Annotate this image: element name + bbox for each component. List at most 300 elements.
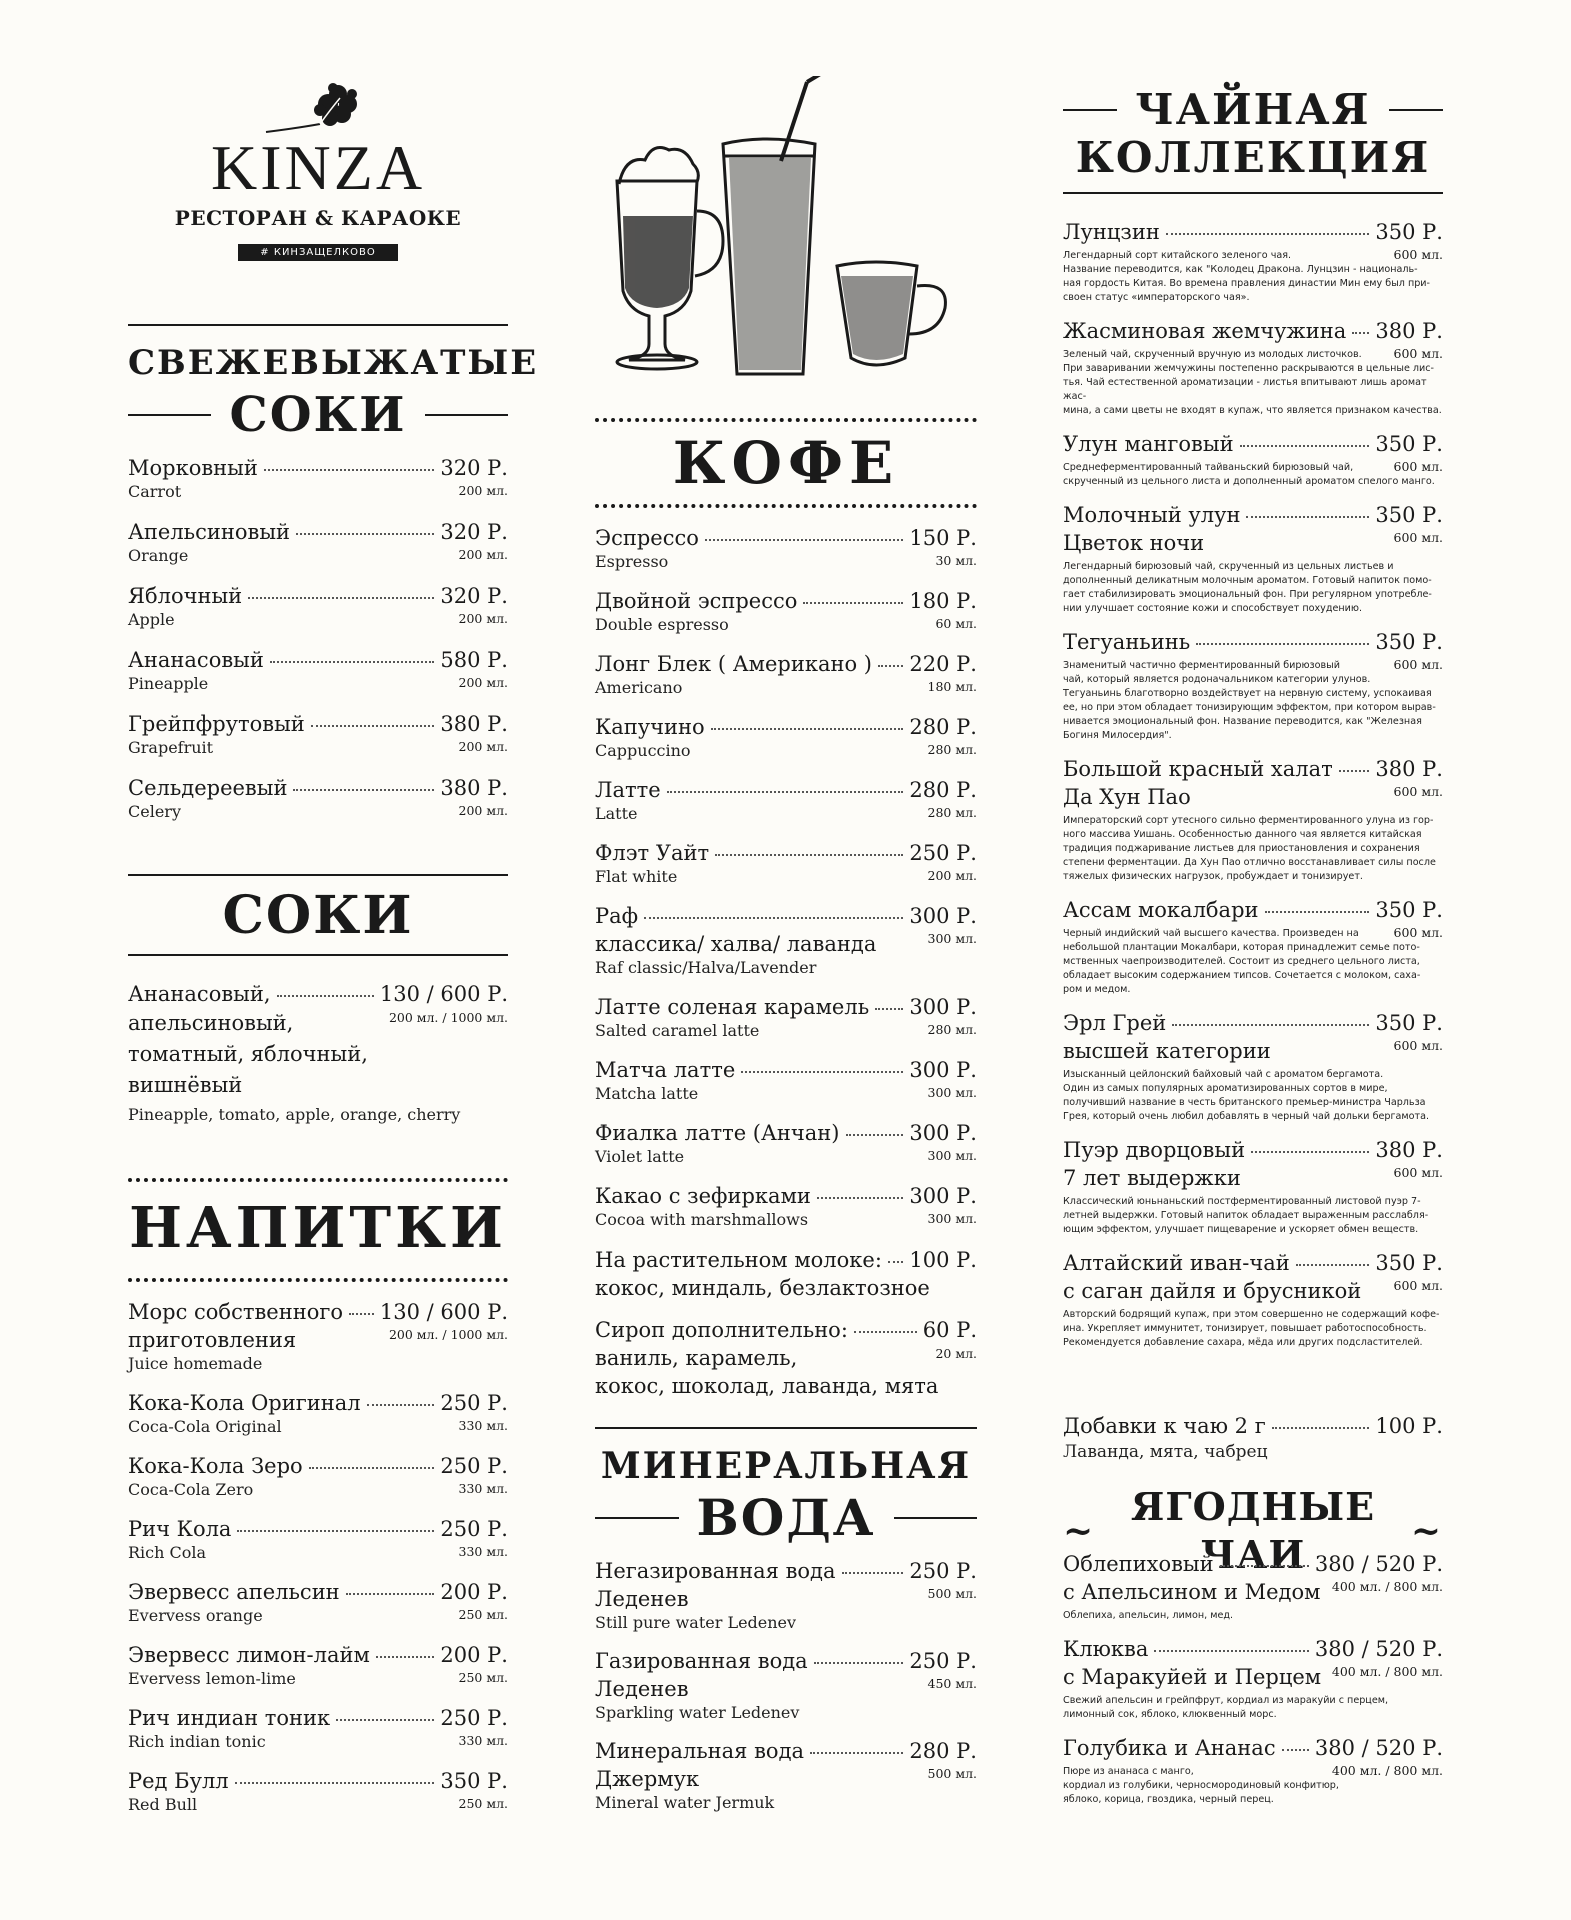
- dot-leader: [810, 1752, 903, 1754]
- menu-item: [128, 1389, 508, 1437]
- item-name-cont: кокос, миндаль, безлактозное: [595, 1276, 930, 1300]
- menu-item: [1063, 1635, 1443, 1722]
- item-price: 350 Р.: [1375, 220, 1443, 244]
- item-price: 300 Р.: [909, 1121, 977, 1145]
- item-row: [595, 993, 977, 1021]
- dot-leader: [1265, 911, 1370, 913]
- dot-leader: [264, 469, 435, 471]
- item-row: [1063, 501, 1443, 529]
- item-volume: 200 мл.: [458, 611, 508, 626]
- item-english: Red Bull: [128, 1795, 198, 1814]
- item-row: [128, 1452, 508, 1480]
- item-name: Ананасовый,: [128, 982, 271, 1006]
- dot-leader: [705, 539, 904, 541]
- item-name: Кока-Кола Зеро: [128, 1454, 303, 1478]
- item-english: Rich Cola: [128, 1543, 207, 1562]
- item-volume: 330 мл.: [458, 1733, 508, 1748]
- item-row: [128, 1578, 508, 1606]
- tilde-right: ~: [1410, 1510, 1443, 1552]
- dot-leader: [741, 1071, 903, 1073]
- item-english: Carrot: [128, 482, 182, 501]
- item-volume: 600 мл.: [1393, 346, 1443, 361]
- item-name: Апельсиновый: [128, 520, 291, 544]
- menu-item: [128, 1578, 508, 1626]
- item-volume: 600 мл.: [1393, 459, 1443, 474]
- plant-milk-item: [595, 1246, 977, 1302]
- dot-leader: [1172, 1024, 1369, 1026]
- item-description: Зеленый чай, скрученный вручную из молодых листочков. При заваривании жемчужины постепенно раскрываются в цельные лис- тья. Чай естественной ароматизации - листья впитывают лишь аромат жас- мина, а сами цветы не входят в купаж, что является признаком качества.: [1063, 349, 1442, 416]
- dot-leader: [1352, 332, 1369, 334]
- menu-item: [1063, 1249, 1443, 1350]
- item-row: [128, 582, 508, 610]
- item-english: Pineapple, tomato, apple, orange, cherry: [128, 1105, 461, 1124]
- menu-item: [1063, 1136, 1443, 1237]
- berry-tea-title: ЯГОДНЫЕ ЧАИ: [1130, 1484, 1376, 1577]
- dot-leader: [277, 995, 374, 997]
- logo: [128, 80, 508, 261]
- item-volume: 330 мл.: [458, 1481, 508, 1496]
- item-price: 380 Р.: [1375, 1138, 1443, 1162]
- menu-item: [595, 839, 977, 887]
- dot-leader: [1296, 1264, 1370, 1266]
- menu-item: [595, 776, 977, 824]
- item-english: Celery: [128, 802, 181, 821]
- fresh-juices-list: [128, 454, 508, 838]
- item-description: Императорский сорт утесного сильно ферментированного улуна из гор- ного массива Уишань. Особенностью данного чая является китайская традиция поджаривание листьев для приостановления и сохранения степени ферментации. Да Хун Пао отлично восстанавливает силы после тяжелых физических нагрузок, пробуждает и тонизирует.: [1063, 815, 1436, 882]
- item-row: [1063, 896, 1443, 924]
- item-row: [128, 710, 508, 738]
- item-english: Coca-Cola Original: [128, 1417, 282, 1436]
- item-row: [595, 1182, 977, 1210]
- item-english: Matcha latte: [595, 1084, 699, 1103]
- item-row: [595, 1557, 977, 1585]
- item-price: 280 Р.: [909, 715, 977, 739]
- drinks-list: [128, 1298, 508, 1830]
- item-row: [595, 524, 977, 552]
- dot-leader: [846, 1134, 904, 1136]
- menu-item: [128, 1515, 508, 1563]
- item-name: Эспрессо: [595, 526, 699, 550]
- item-row: [1063, 755, 1443, 783]
- item-volume: 300 мл.: [927, 1085, 977, 1100]
- dot-leader: [1251, 1151, 1369, 1153]
- item-row: [595, 587, 977, 615]
- dot-leader: [817, 1197, 904, 1199]
- item-volume: 330 мл.: [458, 1544, 508, 1559]
- item-name: Морс собственного: [128, 1300, 343, 1324]
- item-price: 280 Р.: [909, 778, 977, 802]
- menu-item: [128, 1767, 508, 1815]
- item-volume: 20 мл.: [935, 1346, 977, 1361]
- item-price: 580 Р.: [440, 648, 508, 672]
- item-name: Матча латте: [595, 1058, 736, 1082]
- title-bar-left: [595, 1517, 679, 1519]
- dot-leader: [842, 1572, 904, 1574]
- dot-leader: [1246, 516, 1369, 518]
- item-name: Латте: [595, 778, 661, 802]
- fresh-juices-title-line2-wrap: [128, 389, 508, 441]
- item-row: [1063, 628, 1443, 656]
- item-volume: 200 мл.: [458, 483, 508, 498]
- item-volume: 600 мл.: [1393, 784, 1443, 799]
- item-volume: 200 мл.: [458, 675, 508, 690]
- item-name: Рич Кола: [128, 1517, 232, 1541]
- item-name: Молочный улун: [1063, 503, 1241, 527]
- item-name: Латте соленая карамель: [595, 995, 870, 1019]
- item-price: 250 Р.: [909, 1649, 977, 1673]
- item-price: 220 Р.: [909, 652, 977, 676]
- item-price: 320 Р.: [440, 584, 508, 608]
- item-name: Яблочный: [128, 584, 243, 608]
- item-volume: 600 мл.: [1393, 925, 1443, 940]
- item-row: [128, 646, 508, 674]
- item-volume: 600 мл.: [1393, 1038, 1443, 1053]
- dot-leader: [875, 1008, 903, 1010]
- item-name: Кока-Кола Оригинал: [128, 1391, 361, 1415]
- item-price: 380 Р.: [1375, 757, 1443, 781]
- item-price: 380 Р.: [440, 712, 508, 736]
- menu-item: [128, 1298, 508, 1374]
- item-volume: 200 мл. / 1000 мл.: [388, 1327, 508, 1342]
- dot-leader: [1240, 445, 1370, 447]
- item-volume: 200 мл.: [458, 739, 508, 754]
- item-name: Пуэр дворцовый: [1063, 1138, 1246, 1162]
- item-english: Raf classic/Halva/Lavender: [595, 958, 817, 977]
- item-description: Классический юньнаньский постферментированный листовой пуэр 7- летней выдержки. Готовый напиток обладает выраженным расслабля- ющим эффектом, улучшает пищеварение и ускоряет обмен веществ.: [1063, 1196, 1429, 1235]
- dot-leader: [311, 725, 435, 727]
- item-name: Газированная вода: [595, 1649, 808, 1673]
- item-volume: 200 мл.: [458, 803, 508, 818]
- menu-item: [595, 587, 977, 635]
- item-row: [1063, 1009, 1443, 1037]
- item-price: 350 Р.: [1375, 898, 1443, 922]
- item-row: [595, 1647, 977, 1675]
- item-volume: 30 мл.: [935, 553, 977, 568]
- item-english: Flat white: [595, 867, 678, 886]
- item-name: Грейпфрутовый: [128, 712, 305, 736]
- item-price: 250 Р.: [909, 1559, 977, 1583]
- item-price: 350 Р.: [440, 1769, 508, 1793]
- item-name: Эвервесс лимон-лайм: [128, 1643, 370, 1667]
- dot-leader: [367, 1404, 435, 1406]
- item-price: 350 Р.: [1375, 630, 1443, 654]
- item-name: Ананасовый: [128, 648, 264, 672]
- item-volume: 600 мл.: [1393, 247, 1443, 262]
- item-row: [595, 1119, 977, 1147]
- item-english: Apple: [128, 610, 175, 629]
- dot-leader: [854, 1331, 917, 1333]
- item-name: Двойной эспрессо: [595, 589, 798, 613]
- item-row: [1063, 1550, 1443, 1578]
- item-english: Violet latte: [595, 1147, 685, 1166]
- item-name-cont: высшей категории: [1063, 1039, 1271, 1063]
- menu-item: [595, 1119, 977, 1167]
- item-price: 300 Р.: [909, 995, 977, 1019]
- item-name: Ред Булл: [128, 1769, 229, 1793]
- item-row: [128, 1641, 508, 1669]
- dot-leader: [1220, 1565, 1309, 1567]
- menu-item: [595, 1737, 977, 1813]
- menu-item: [128, 518, 508, 566]
- menu-item: [1063, 1550, 1443, 1623]
- dot-leader: [237, 1530, 434, 1532]
- item-english: Orange: [128, 546, 189, 565]
- menu-item: [128, 1452, 508, 1500]
- fresh-juices-title-line2: СОКИ: [229, 387, 407, 443]
- item-name-cont: 7 лет выдержки: [1063, 1166, 1241, 1190]
- dot-leader: [349, 1313, 374, 1315]
- dot-leader: [803, 602, 903, 604]
- item-name: Эрл Грей: [1063, 1011, 1167, 1035]
- dot-leader: [878, 665, 903, 667]
- divider: [595, 1427, 977, 1429]
- tea-title-line1-wrap: [1063, 86, 1443, 134]
- dot-leader: [1282, 1749, 1309, 1751]
- item-volume: 330 мл.: [458, 1418, 508, 1433]
- item-name: Какао с зефирками: [595, 1184, 811, 1208]
- menu-item: [1063, 501, 1443, 616]
- item-name: Сельдереевый: [128, 776, 288, 800]
- water-title-line2: ВОДА: [696, 1488, 876, 1547]
- dot-leader: [376, 1656, 435, 1658]
- item-english: Salted caramel latte: [595, 1021, 760, 1040]
- item-name-cont: Леденев: [595, 1677, 689, 1701]
- hashtag-badge: # КИНЗАЩЕЛКОВО: [238, 244, 397, 261]
- item-volume: 280 мл.: [927, 805, 977, 820]
- item-name: Большой красный халат: [1063, 757, 1333, 781]
- item-volume: 300 мл.: [927, 1211, 977, 1226]
- syrup-item: [595, 1316, 977, 1400]
- item-price: 250 Р.: [440, 1391, 508, 1415]
- menu-item: [128, 1704, 508, 1752]
- item-english: Coca-Cola Zero: [128, 1480, 254, 1499]
- title-bar-right: [894, 1517, 978, 1519]
- item-description: Свежий апельсин и грейпфрут, кордиал из маракуйи с перцем, лимонный сок, яблоко, клюквенный морс.: [1063, 1695, 1389, 1720]
- menu-item: [1063, 896, 1443, 997]
- menu-item: [595, 650, 977, 698]
- item-price: 380 Р.: [1375, 319, 1443, 343]
- item-price: 380 Р.: [440, 776, 508, 800]
- item-english: Mineral water Jermuk: [595, 1793, 775, 1812]
- dot-leader: [715, 854, 903, 856]
- brand-subtitle: РЕСТОРАН & КАРАОКЕ: [174, 206, 462, 230]
- menu-item: [1063, 1009, 1443, 1124]
- item-english: Espresso: [595, 552, 669, 571]
- juices-title: СОКИ: [222, 885, 414, 946]
- title-bar-left: [128, 414, 211, 416]
- fresh-juices-title-line1: СВЕЖЕВЫЖАТЫЕ: [128, 343, 539, 383]
- dot-leader: [644, 917, 903, 919]
- menu-item: [595, 1647, 977, 1723]
- item-volume: 600 мл.: [1393, 1165, 1443, 1180]
- drinks-title: НАПИТКИ: [129, 1195, 507, 1261]
- menu-item: [595, 1056, 977, 1104]
- item-english: Latte: [595, 804, 638, 823]
- dot-leader: [296, 533, 434, 535]
- item-price: 180 Р.: [909, 589, 977, 613]
- title-bar-right: [1389, 109, 1443, 111]
- item-english: Evervess lemon-lime: [128, 1669, 296, 1688]
- menu-item: [595, 1557, 977, 1633]
- water-list: [595, 1557, 977, 1827]
- dot-leader: [814, 1662, 904, 1664]
- menu-item: [595, 713, 977, 761]
- coffee-list: [595, 524, 977, 1245]
- item-english: Juice homemade: [128, 1354, 263, 1373]
- item-row: [128, 1767, 508, 1795]
- item-name: Эвервесс апельсин: [128, 1580, 340, 1604]
- item-volume: 250 мл.: [458, 1796, 508, 1811]
- dot-leader: [336, 1719, 434, 1721]
- dot-leader: [1166, 233, 1370, 235]
- item-volume: 200 мл.: [927, 868, 977, 883]
- item-row: [1063, 1249, 1443, 1277]
- menu-item: [128, 1641, 508, 1689]
- item-description: Изысканный цейлонский байховый чай с ароматом бергамота. Один из самых популярных ароматизированных сортов в мире, получивший название в честь британского премьер-министра Чарльза Грея, который очень любил добавлять в черный чай дольки бергамота.: [1063, 1069, 1430, 1122]
- menu-item: [128, 774, 508, 822]
- item-name-cont: с Апельсином и Медом: [1063, 1580, 1321, 1604]
- item-price: 350 Р.: [1375, 503, 1443, 527]
- item-volume: 500 мл.: [927, 1586, 977, 1601]
- item-price: 200 Р.: [440, 1643, 508, 1667]
- item-english: Grapefruit: [128, 738, 214, 757]
- item-volume: 200 мл. / 1000 мл.: [388, 1010, 508, 1025]
- item-volume: 400 мл. / 800 мл.: [1331, 1763, 1443, 1778]
- item-volume: 400 мл. / 800 мл.: [1331, 1664, 1443, 1679]
- dot-leader: [1339, 770, 1370, 772]
- item-english: Pineapple: [128, 674, 209, 693]
- item-row: [128, 1298, 508, 1326]
- item-row: [128, 454, 508, 482]
- item-row: [595, 839, 977, 867]
- item-english: Cappuccino: [595, 741, 691, 760]
- juices-item: [128, 980, 508, 1125]
- menu-item: [1063, 1734, 1443, 1807]
- item-price: 380 / 520 Р.: [1314, 1736, 1443, 1760]
- tea-title-line2: КОЛЛЕКЦИЯ: [1075, 133, 1431, 182]
- item-description: Черный индийский чай высшего качества. Произведен на небольшой плантации Мокалбари, которая принадлежит семье пото- мственных чаепроизводителей. Состоит из среднего цельного листа, обладает высоким содержанием типсов. Сочетается с молоком, саха- ром и медом.: [1063, 928, 1421, 995]
- item-volume: 280 мл.: [927, 742, 977, 757]
- item-description: Легендарный сорт китайского зеленого чая. Название переводится, как "Колодец Дракона. Лунцзин - националь- ная гордость Китая. Во времена правления династии Мин ему был при- своен статус «императорского чая».: [1063, 250, 1431, 303]
- item-row: [1063, 430, 1443, 458]
- item-name-cont: Джермук: [595, 1767, 700, 1791]
- item-description: Среднеферментированный тайваньский бирюзовый чай, скрученный из цельного листа и дополненный ароматом спелого манго.: [1063, 462, 1435, 487]
- dot-leader: [248, 597, 434, 599]
- item-row: [1063, 317, 1443, 345]
- item-name: Негазированная вода: [595, 1559, 836, 1583]
- coffee-title: КОФЕ: [672, 429, 900, 497]
- item-name: Клюква: [1063, 1637, 1149, 1661]
- dotted-divider: [128, 1178, 508, 1182]
- title-bar-left: [1063, 109, 1117, 111]
- item-english: Sparkling water Ledenev: [595, 1703, 800, 1722]
- dot-leader: [270, 661, 435, 663]
- item-volume: 280 мл.: [927, 1022, 977, 1037]
- item-price: 250 Р.: [909, 841, 977, 865]
- item-name: Фиалка латте (Анчан): [595, 1121, 840, 1145]
- dotted-divider: [128, 1278, 508, 1282]
- item-name: Ассам мокалбари: [1063, 898, 1259, 922]
- item-description: Пюре из ананаса с манго, кордиал из голубики, черносмородиновый конфитюр, яблоко, корица, гвоздика, черный перец.: [1063, 1766, 1339, 1805]
- item-name: Алтайский иван-чай: [1063, 1251, 1290, 1275]
- dotted-divider: [595, 504, 977, 508]
- item-name: Лунцзин: [1063, 220, 1160, 244]
- item-name: Раф: [595, 904, 639, 928]
- dot-leader: [309, 1467, 435, 1469]
- item-volume: 600 мл.: [1393, 657, 1443, 672]
- tea-addon-item: [1063, 1412, 1443, 1462]
- item-volume: 400 мл. / 800 мл.: [1331, 1579, 1443, 1594]
- menu-item: [595, 524, 977, 572]
- item-name: Жасминовая жемчужина: [1063, 319, 1347, 343]
- menu-item: [595, 993, 977, 1041]
- tea-list: [1063, 218, 1443, 1362]
- item-price: 320 Р.: [440, 456, 508, 480]
- item-description: Знаменитый частично ферментированный бирюзовый чай, который является родоначальником категории улунов. Тегуаньинь благотворно воздействует на нервную систему, успокаивая ее, но при этом обладает тонизирующим эффектом, при котором вырав- нивается эмоциональный фон. Название переводится, как "Железная Богиня Милосердия".: [1063, 660, 1436, 741]
- item-price: 130 / 600 Р.: [379, 982, 508, 1006]
- menu-item: [1063, 430, 1443, 489]
- item-name-cont: Леденев: [595, 1587, 689, 1611]
- item-price: 300 Р.: [909, 1184, 977, 1208]
- item-english: Double espresso: [595, 615, 729, 634]
- item-name-cont: Лаванда, мята, чабрец: [1063, 1442, 1268, 1462]
- item-english: Americano: [595, 678, 683, 697]
- divider: [128, 324, 508, 326]
- item-volume: 250 мл.: [458, 1670, 508, 1685]
- dot-leader: [235, 1782, 435, 1784]
- item-row: [128, 1704, 508, 1732]
- dot-leader: [888, 1261, 904, 1263]
- item-name: Морковный: [128, 456, 258, 480]
- item-name-cont: Цветок ночи: [1063, 531, 1205, 555]
- item-row: [1063, 1635, 1443, 1663]
- item-name: Тегуаньинь: [1063, 630, 1191, 654]
- item-price: 150 Р.: [909, 526, 977, 550]
- item-price: 250 Р.: [440, 1706, 508, 1730]
- item-volume: 250 мл.: [458, 1607, 508, 1622]
- item-price: 380 / 520 Р.: [1314, 1637, 1443, 1661]
- menu-item: [128, 582, 508, 630]
- item-row: [595, 1056, 977, 1084]
- item-volume: 200 мл.: [458, 547, 508, 562]
- item-price: 280 Р.: [909, 1739, 977, 1763]
- item-name: Улун манговый: [1063, 432, 1234, 456]
- item-name: Сироп дополнительно:: [595, 1318, 848, 1342]
- item-row: [128, 774, 508, 802]
- menu-item: [128, 454, 508, 502]
- menu-item: [1063, 218, 1443, 305]
- menu-item: [1063, 755, 1443, 884]
- item-volume: 600 мл.: [1393, 1278, 1443, 1293]
- item-name-cont: с Маракуйей и Перцем: [1063, 1665, 1322, 1689]
- item-name: Добавки к чаю 2 г: [1063, 1414, 1266, 1438]
- item-row: [1063, 218, 1443, 246]
- drinks-illustration: [605, 76, 965, 386]
- dot-leader: [1154, 1650, 1309, 1652]
- dotted-divider: [595, 418, 977, 422]
- dot-leader: [1196, 643, 1369, 645]
- dot-leader: [346, 1593, 435, 1595]
- item-row: [595, 776, 977, 804]
- item-price: 250 Р.: [440, 1517, 508, 1541]
- item-volume: 60 мл.: [935, 616, 977, 631]
- item-name-cont: ваниль, карамель, кокос, шоколад, лаванда, мята: [595, 1346, 939, 1398]
- item-row: [595, 902, 977, 930]
- item-english: Evervess orange: [128, 1606, 263, 1625]
- item-price: 130 / 600 Р.: [379, 1300, 508, 1324]
- item-row: [1063, 1136, 1443, 1164]
- item-name: Голубика и Ананас: [1063, 1736, 1276, 1760]
